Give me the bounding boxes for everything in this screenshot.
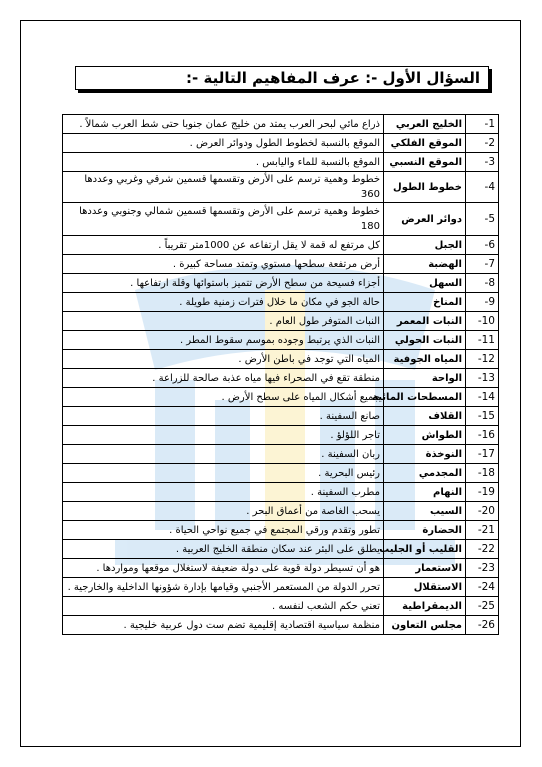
concept-definition: ذراع مائي لبحر العرب يمتد من خليج عمان جنوبا حتى شط العرب شمالاً . bbox=[63, 115, 384, 134]
row-number: 25- bbox=[466, 597, 499, 616]
table-row bbox=[63, 274, 499, 293]
concept-definition: حالة الجو في مكان ما خلال فترات زمنية طويلة . bbox=[63, 293, 384, 312]
table-row bbox=[63, 255, 499, 274]
concept-definition: هو أن تسيطر دولة قوية على دولة ضعيفة لاستغلال موقعها ومواردها . bbox=[63, 559, 384, 578]
concept-definition: المياه التي توجد في باطن الأرض . bbox=[63, 350, 384, 369]
concept-term: المياه الجوفية bbox=[384, 350, 466, 369]
question-title: السؤال الأول -: عرف المفاهيم التالية -: bbox=[75, 66, 489, 90]
table-row bbox=[63, 464, 499, 483]
row-number: 15- bbox=[466, 407, 499, 426]
row-number: 18- bbox=[466, 464, 499, 483]
table-row bbox=[63, 426, 499, 445]
concept-definition: خطوط وهمية ترسم على الأرض وتقسمها قسمين شرقي وغربي وعددها 360 bbox=[63, 172, 384, 203]
table-row bbox=[63, 369, 499, 388]
table-row bbox=[63, 597, 499, 616]
concept-term: النهام bbox=[384, 483, 466, 502]
concept-definition: يطلق على البئر عند سكان منطقة الخليج العربية . bbox=[63, 540, 384, 559]
table-row bbox=[63, 616, 499, 635]
table-row bbox=[63, 521, 499, 540]
concept-term: القلاف bbox=[384, 407, 466, 426]
row-number: 5- bbox=[466, 203, 499, 236]
row-number: 12- bbox=[466, 350, 499, 369]
concept-definition: أجزاء فسيحة من سطح الأرض تتميز باستوائها وقلة ارتفاعها . bbox=[63, 274, 384, 293]
table-row bbox=[63, 172, 499, 203]
row-number: 1- bbox=[466, 115, 499, 134]
concept-term: الموقع الفلكي bbox=[384, 134, 466, 153]
table-row bbox=[63, 115, 499, 134]
concept-term: الحضارة bbox=[384, 521, 466, 540]
concept-term: دوائر العرض bbox=[384, 203, 466, 236]
concept-definition: الموقع بالنسبة للماء واليابس . bbox=[63, 153, 384, 172]
concept-term: المناخ bbox=[384, 293, 466, 312]
concept-definition: النبات الذي يرتبط وجوده بموسم سقوط المطر . bbox=[63, 331, 384, 350]
row-number: 19- bbox=[466, 483, 499, 502]
concept-definition: تطور وتقدم ورقي المجتمع في جميع نواحي الحياة . bbox=[63, 521, 384, 540]
table-row bbox=[63, 445, 499, 464]
row-number: 16- bbox=[466, 426, 499, 445]
concept-definition: جميع أشكال المياه على سطح الأرض . bbox=[63, 388, 384, 407]
concept-definition: صانع السفينة . bbox=[63, 407, 384, 426]
concept-term: الموقع النسبي bbox=[384, 153, 466, 172]
table-row bbox=[63, 540, 499, 559]
concept-definition: منطقة تقع في الصحراء فيها مياه عذبة صالحة للزراعة . bbox=[63, 369, 384, 388]
row-number: 22- bbox=[466, 540, 499, 559]
concept-definition: تحرر الدولة من المستعمر الأجنبي وقيامها بإدارة شؤونها الداخلية والخارجية . bbox=[63, 578, 384, 597]
concept-definition: منظمة سياسية اقتصادية إقليمية تضم ست دول عربية خليجية . bbox=[63, 616, 384, 635]
concept-definition: مطرب السفينة . bbox=[63, 483, 384, 502]
concept-term: النوخذة bbox=[384, 445, 466, 464]
concept-term: السهل bbox=[384, 274, 466, 293]
row-number: 11- bbox=[466, 331, 499, 350]
concept-term: الاستقلال bbox=[384, 578, 466, 597]
concept-definition: تاجر اللؤلؤ . bbox=[63, 426, 384, 445]
row-number: 8- bbox=[466, 274, 499, 293]
table-row bbox=[63, 293, 499, 312]
table-row bbox=[63, 578, 499, 597]
concept-term: الديمقراطية bbox=[384, 597, 466, 616]
row-number: 14- bbox=[466, 388, 499, 407]
concept-definition: ربان السفينة . bbox=[63, 445, 384, 464]
concept-definition: النبات المتوفر طول العام . bbox=[63, 312, 384, 331]
concept-definition: تعني حكم الشعب لنفسه . bbox=[63, 597, 384, 616]
concept-term: مجلس التعاون bbox=[384, 616, 466, 635]
concept-definition: الموقع بالنسبة لخطوط الطول ودوائر العرض . bbox=[63, 134, 384, 153]
concept-definition: رئيس البحرية . bbox=[63, 464, 384, 483]
concept-term: خطوط الطول bbox=[384, 172, 466, 203]
concept-term: القليب أو الجليب bbox=[384, 540, 466, 559]
row-number: 3- bbox=[466, 153, 499, 172]
row-number: 26- bbox=[466, 616, 499, 635]
row-number: 20- bbox=[466, 502, 499, 521]
concept-term: الجبل bbox=[384, 236, 466, 255]
row-number: 23- bbox=[466, 559, 499, 578]
concept-term: الهضبة bbox=[384, 255, 466, 274]
table-row bbox=[63, 407, 499, 426]
table-row bbox=[63, 331, 499, 350]
concept-definition: كل مرتفع له قمة لا يقل ارتفاعه عن 1000متر تقريباً . bbox=[63, 236, 384, 255]
row-number: 6- bbox=[466, 236, 499, 255]
table-row bbox=[63, 502, 499, 521]
row-number: 10- bbox=[466, 312, 499, 331]
concept-definition: أرض مرتفعة سطحها مستوي وتمتد مساحة كبيرة . bbox=[63, 255, 384, 274]
row-number: 24- bbox=[466, 578, 499, 597]
table-row bbox=[63, 236, 499, 255]
concept-term: السيب bbox=[384, 502, 466, 521]
concept-term: المجدمي bbox=[384, 464, 466, 483]
table-row bbox=[63, 153, 499, 172]
concept-term: النبات المعمر bbox=[384, 312, 466, 331]
row-number: 2- bbox=[466, 134, 499, 153]
table-row bbox=[63, 312, 499, 331]
row-number: 7- bbox=[466, 255, 499, 274]
concept-term: المسطحات المائية bbox=[384, 388, 466, 407]
table-row bbox=[63, 388, 499, 407]
row-number: 21- bbox=[466, 521, 499, 540]
concept-definition: يسحب الغاصة من أعماق البحر . bbox=[63, 502, 384, 521]
concept-term: الواحة bbox=[384, 369, 466, 388]
row-number: 13- bbox=[466, 369, 499, 388]
concept-term: الخليج العربي bbox=[384, 115, 466, 134]
table-row bbox=[63, 483, 499, 502]
table-row bbox=[63, 559, 499, 578]
concept-term: الطواش bbox=[384, 426, 466, 445]
row-number: 4- bbox=[466, 172, 499, 203]
table-row bbox=[63, 134, 499, 153]
concept-definition: خطوط وهمية ترسم على الأرض وتقسمها قسمين شمالي وجنوبي وعددها 180 bbox=[63, 203, 384, 236]
concept-term: النبات الحولي bbox=[384, 331, 466, 350]
table-row bbox=[63, 203, 499, 236]
concepts-table bbox=[62, 114, 499, 635]
table-row bbox=[63, 350, 499, 369]
concept-term: الاستعمار bbox=[384, 559, 466, 578]
row-number: 9- bbox=[466, 293, 499, 312]
row-number: 17- bbox=[466, 445, 499, 464]
